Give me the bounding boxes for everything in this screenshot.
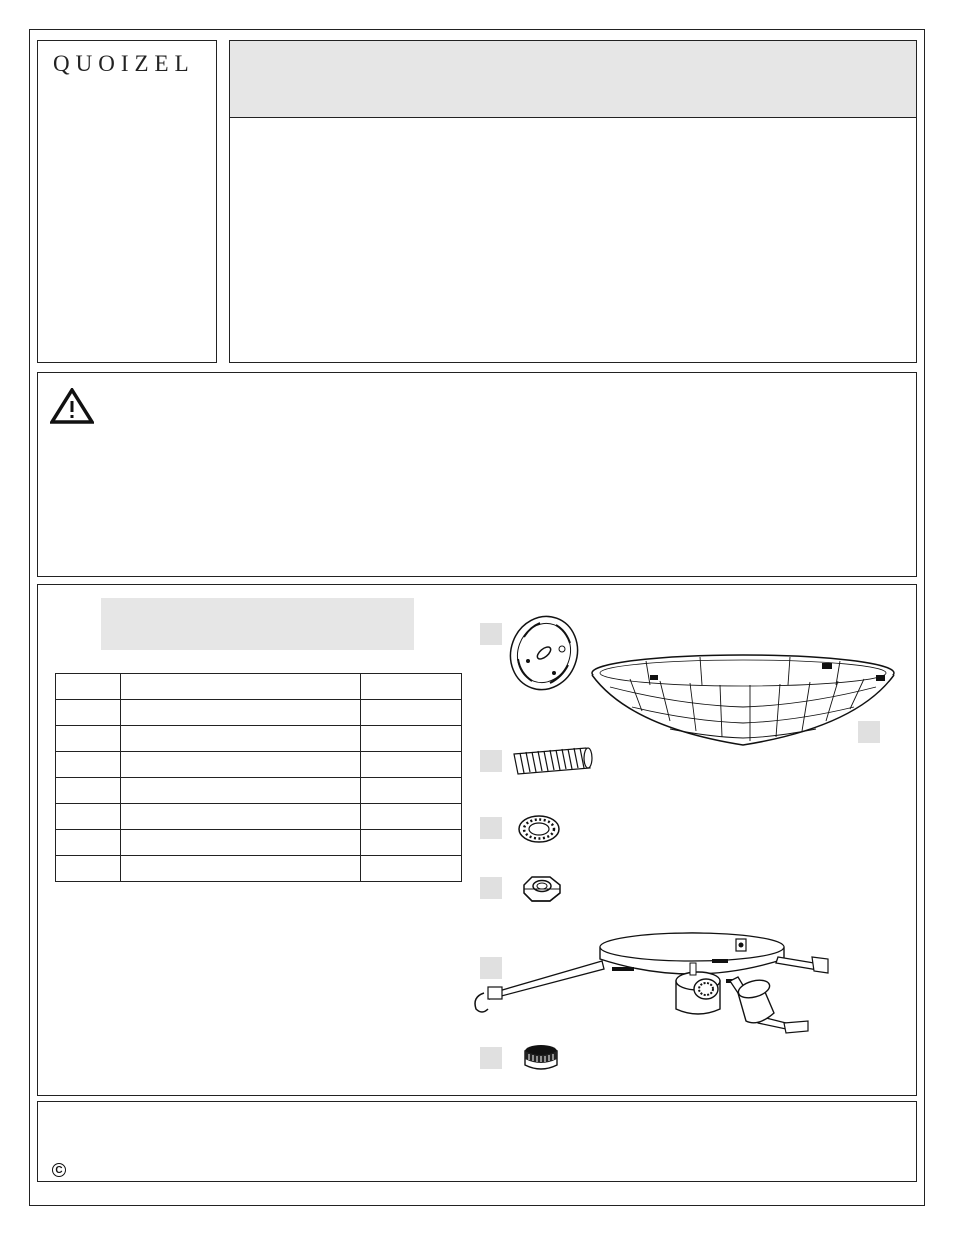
canopy-socket-assembly-icon bbox=[462, 923, 832, 1043]
table-row bbox=[56, 830, 462, 856]
table-row bbox=[56, 700, 462, 726]
table-cell bbox=[121, 830, 361, 856]
table-cell bbox=[361, 804, 462, 830]
table-cell bbox=[361, 856, 462, 882]
table-cell bbox=[56, 674, 121, 700]
part-tag bbox=[480, 877, 502, 899]
table-cell bbox=[121, 726, 361, 752]
table-row bbox=[56, 804, 462, 830]
threaded-rod-icon bbox=[510, 742, 596, 778]
title-band bbox=[230, 41, 916, 118]
part-tag bbox=[480, 623, 502, 645]
table-cell bbox=[56, 778, 121, 804]
table-cell bbox=[56, 830, 121, 856]
table-row bbox=[56, 726, 462, 752]
title-panel bbox=[229, 40, 917, 363]
part-tag bbox=[480, 750, 502, 772]
table-cell bbox=[56, 726, 121, 752]
part-tag bbox=[480, 1047, 502, 1069]
table-row bbox=[56, 778, 462, 804]
brand-logo: QUOIZEL bbox=[53, 51, 195, 76]
table-cell bbox=[56, 752, 121, 778]
parts-table bbox=[55, 673, 462, 882]
lock-washer-icon bbox=[516, 813, 562, 845]
table-cell bbox=[361, 674, 462, 700]
table-row bbox=[56, 674, 462, 700]
table-cell bbox=[361, 830, 462, 856]
table-cell bbox=[56, 804, 121, 830]
logo-panel bbox=[37, 40, 217, 363]
table-cell bbox=[361, 752, 462, 778]
finial-knob-icon bbox=[520, 1039, 562, 1073]
footer-panel bbox=[37, 1101, 917, 1182]
parts-band bbox=[101, 598, 414, 650]
table-cell bbox=[121, 778, 361, 804]
warning-panel bbox=[37, 372, 917, 577]
mounting-plate-icon bbox=[506, 613, 584, 693]
table-cell bbox=[56, 856, 121, 882]
copyright-icon: C bbox=[52, 1163, 66, 1177]
table-cell bbox=[121, 700, 361, 726]
table-cell bbox=[361, 700, 462, 726]
parts-panel bbox=[37, 584, 917, 1096]
glass-shade-icon bbox=[590, 645, 896, 749]
table-row bbox=[56, 856, 462, 882]
table-cell bbox=[121, 674, 361, 700]
table-cell bbox=[121, 752, 361, 778]
table-row bbox=[56, 752, 462, 778]
table-cell bbox=[121, 804, 361, 830]
table-cell bbox=[56, 700, 121, 726]
hex-nut-icon bbox=[518, 873, 564, 907]
part-tag bbox=[480, 817, 502, 839]
table-cell bbox=[121, 856, 361, 882]
warning-triangle-icon bbox=[50, 388, 94, 424]
table-cell bbox=[361, 778, 462, 804]
table-cell bbox=[361, 726, 462, 752]
